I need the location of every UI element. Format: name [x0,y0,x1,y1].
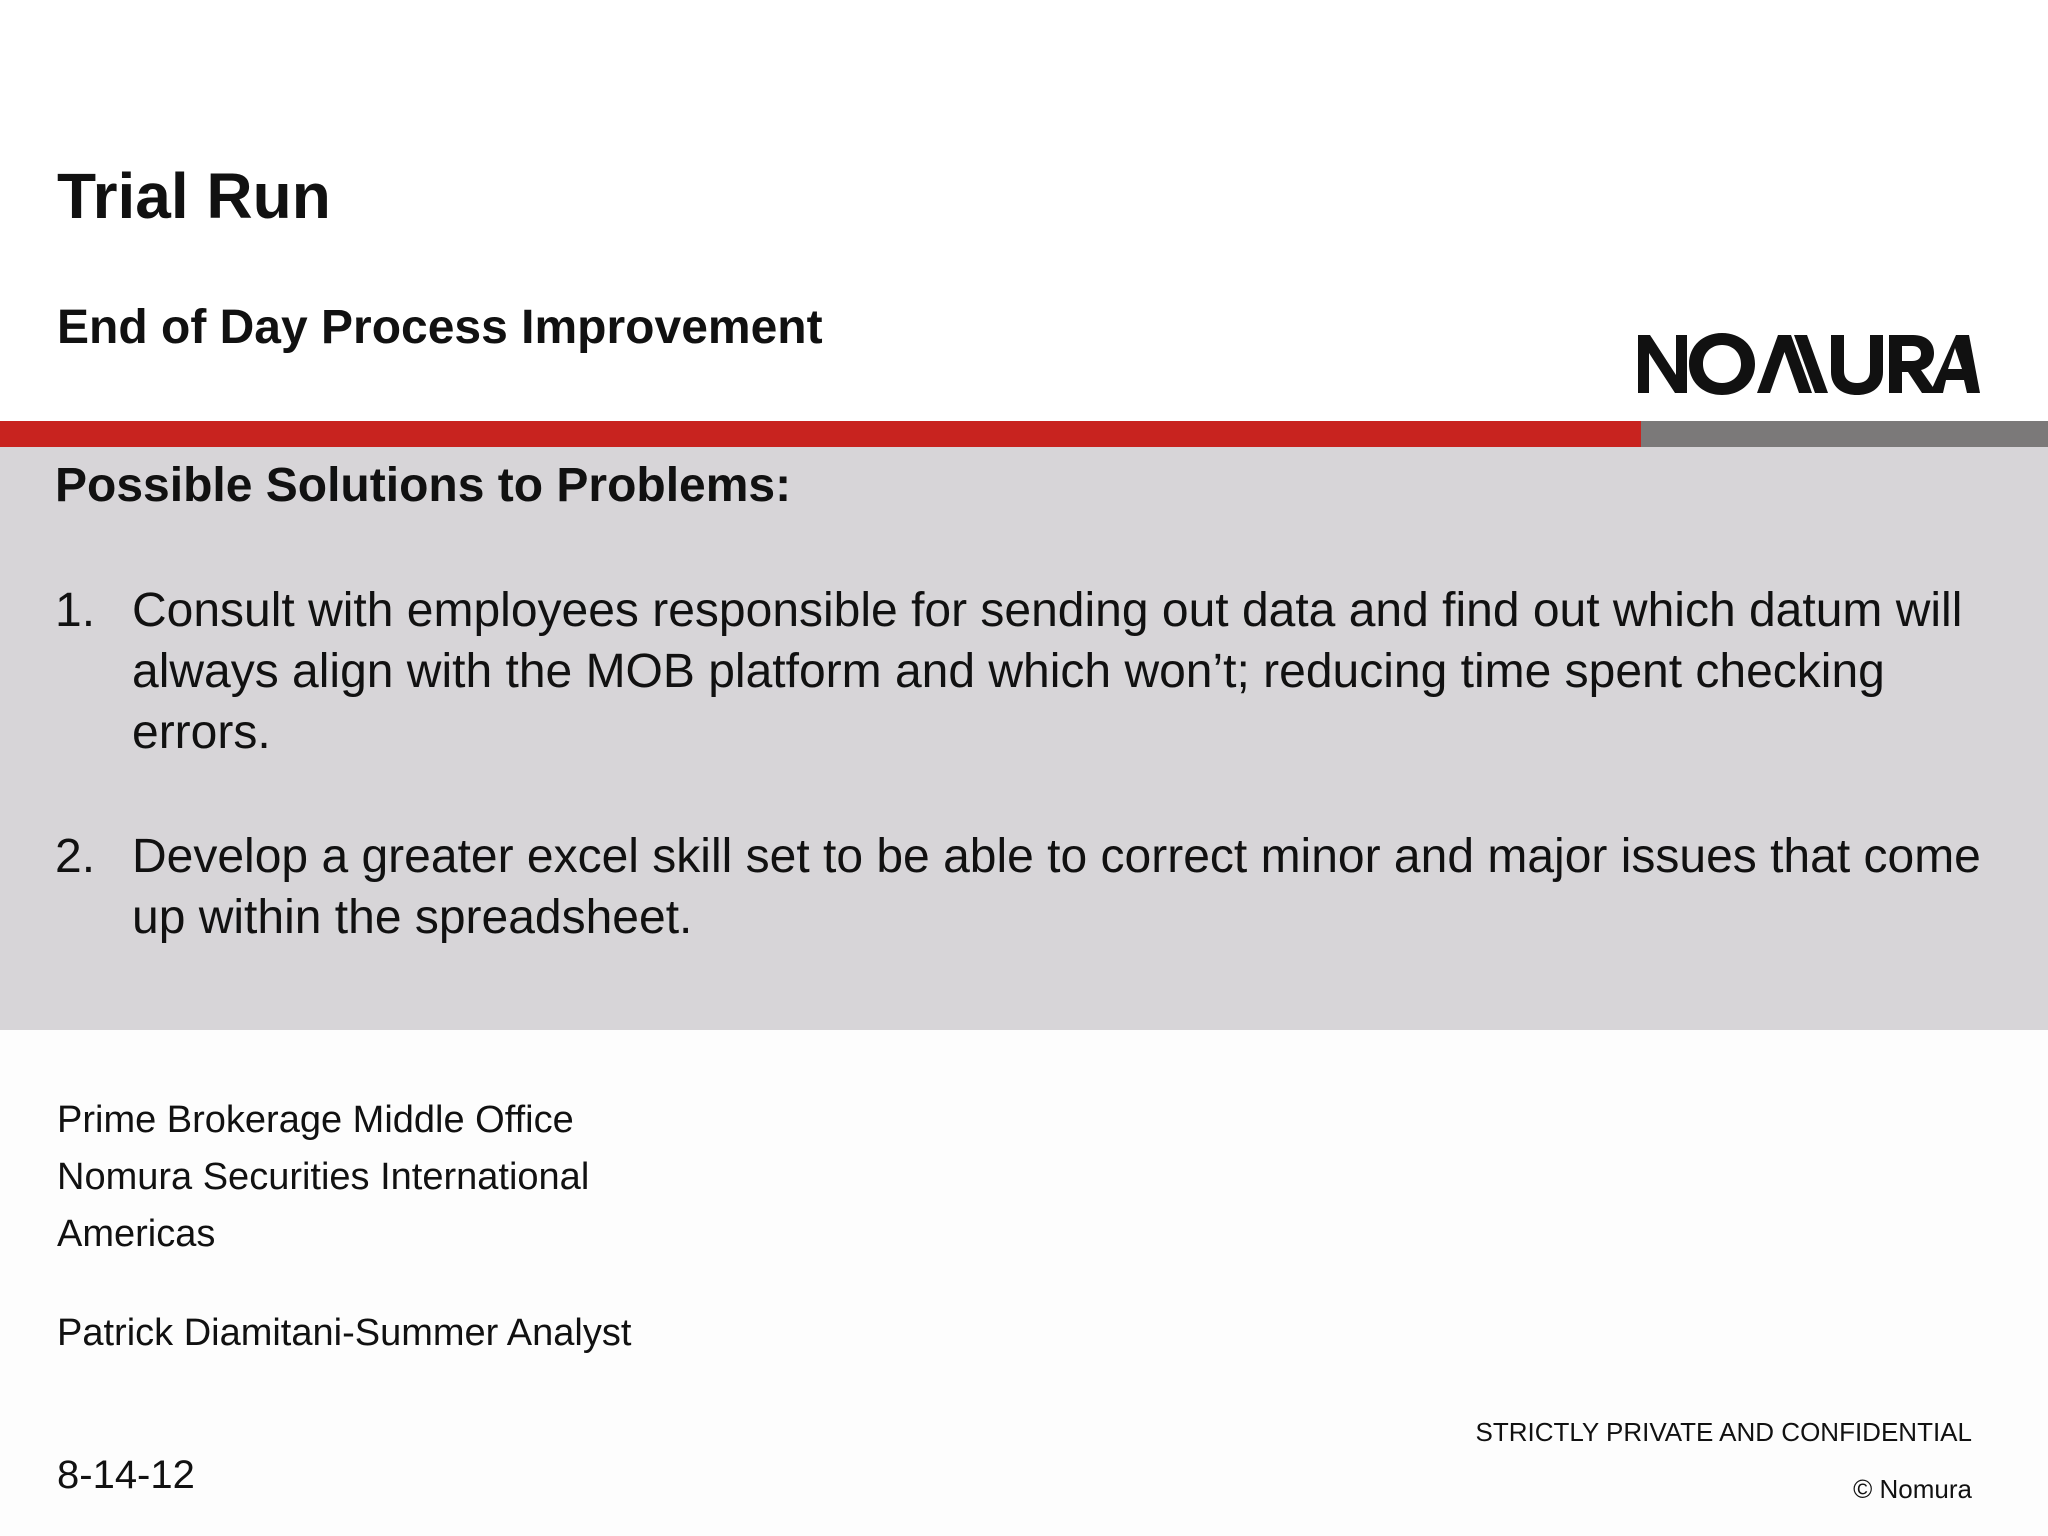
nomura-logo-mark [1638,333,1980,395]
nomura-logo [1638,333,1980,395]
solution-number: 1. [55,584,96,637]
company-text: Nomura Securities International [57,1156,590,1198]
accent-bar-red [0,421,1641,447]
copyright-notice: © Nomura [1853,1474,1972,1504]
slide-title: Trial Run [57,160,331,232]
solution-item [55,580,1995,763]
date-text: 8-14-12 [57,1453,195,1497]
solution-text: Develop a greater excel skill set to be able to correct minor and major issues that come up within the spreadsheet. [132,830,1981,944]
accent-bar-grey [1641,421,2048,447]
region-text: Americas [57,1213,216,1255]
confidential-notice: STRICTLY PRIVATE AND CONFIDENTIAL [1475,1417,1972,1447]
content-heading: Possible Solutions to Problems: [55,459,792,512]
solution-number: 2. [55,830,96,883]
slide-subtitle: End of Day Process Improvement [57,301,823,354]
solution-item [55,826,1995,948]
department-text: Prime Brokerage Middle Office [57,1099,574,1141]
author-text: Patrick Diamitani-Summer Analyst [57,1312,632,1354]
slide-header [0,0,2048,421]
solution-text: Consult with employees responsible for sending out data and find out which datum will always align with the MOB platform and which won’t; reducing time spent checking errors. [132,584,1963,759]
